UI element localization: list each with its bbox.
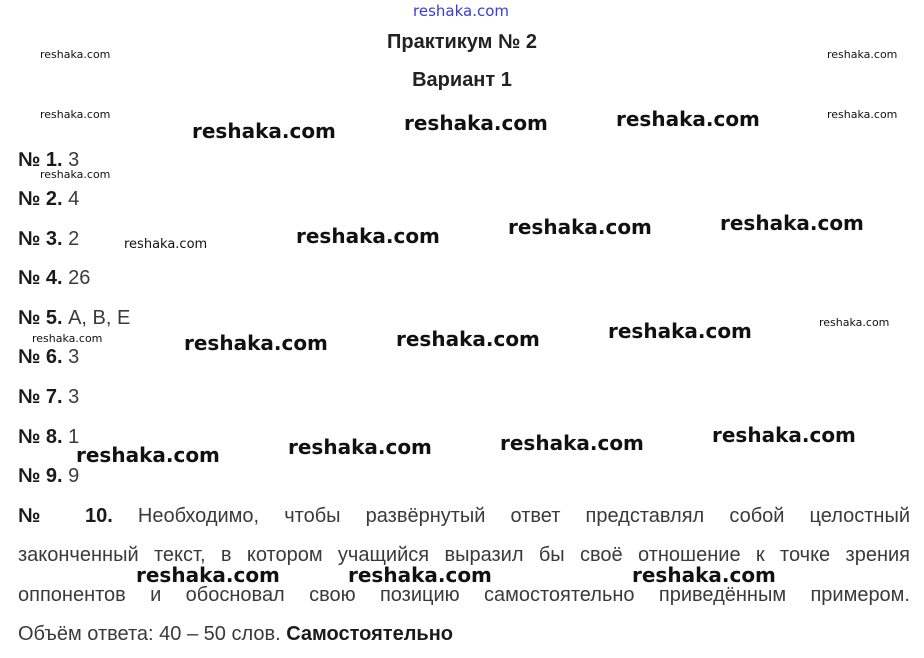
- answer-label: № 3.: [18, 228, 63, 250]
- watermark: reshaka.com: [712, 423, 856, 447]
- watermark: reshaka.com: [632, 563, 776, 587]
- answer-label: № 9.: [18, 465, 63, 487]
- answer-value: 9: [68, 465, 80, 487]
- answer-6: [18, 346, 79, 369]
- volume-text: Объём ответа: 40 – 50 слов.: [18, 623, 281, 645]
- watermark: reshaka.com: [720, 211, 864, 235]
- answer-label: № 5.: [18, 307, 63, 329]
- task10-line-2: законченный текст, в котором учащийся выразил бы своё отношение к точке зрения: [18, 544, 910, 566]
- watermark: reshaka.com: [40, 168, 111, 181]
- volume-bold: Самостоятельно: [286, 623, 453, 645]
- watermark: reshaka.com: [608, 319, 752, 343]
- answer-label: № 6.: [18, 346, 63, 368]
- answer-label: № 7.: [18, 386, 63, 408]
- answer-value: 3: [68, 346, 80, 368]
- watermark: reshaka.com: [76, 443, 220, 467]
- variant-title: Вариант 1: [412, 69, 512, 91]
- task10-line-1: [18, 505, 910, 528]
- answer-8: [18, 426, 79, 449]
- answer-value: 26: [68, 267, 91, 289]
- watermark: reshaka.com: [40, 48, 111, 61]
- watermark: reshaka.com: [296, 224, 440, 248]
- watermark: reshaka.com: [404, 111, 548, 135]
- watermark: reshaka.com: [348, 563, 492, 587]
- watermark: reshaka.com: [32, 332, 103, 345]
- answer-label: № 1.: [18, 149, 63, 171]
- watermark: reshaka.com: [124, 237, 208, 252]
- answer-value: 4: [68, 188, 80, 210]
- answer-label: № 4.: [18, 267, 63, 289]
- answer-label: № 2.: [18, 188, 63, 210]
- watermark: reshaka.com: [136, 563, 280, 587]
- watermark: reshaka.com: [827, 48, 898, 61]
- watermark: reshaka.com: [184, 331, 328, 355]
- site-link[interactable]: reshaka.com: [413, 2, 509, 20]
- answer-value: 3: [68, 386, 80, 408]
- watermark: reshaka.com: [616, 107, 760, 131]
- task10-line-3: оппонентов и обосновал свою позицию самостоятельно приведённым примером.: [18, 584, 910, 606]
- task10-text: Необходимо, чтобы развёрнутый ответ представлял собой целостный: [137, 505, 911, 527]
- answer-value: 1: [68, 426, 80, 448]
- watermark: reshaka.com: [819, 316, 890, 329]
- watermark: reshaka.com: [40, 108, 111, 121]
- answer-4: [18, 267, 90, 290]
- task10-label: № 10.: [18, 505, 113, 527]
- answer-5: [18, 307, 130, 330]
- answer-value: 3: [68, 149, 80, 171]
- answer-9: [18, 465, 79, 488]
- watermark: reshaka.com: [827, 108, 898, 121]
- watermark: reshaka.com: [500, 431, 644, 455]
- watermark: reshaka.com: [396, 327, 540, 351]
- answer-3: [18, 228, 79, 251]
- answer-2: [18, 188, 79, 211]
- watermark: reshaka.com: [288, 435, 432, 459]
- answer-value: 2: [68, 228, 80, 250]
- task10-volume: [18, 623, 453, 646]
- answer-7: [18, 386, 79, 409]
- watermark: reshaka.com: [192, 119, 336, 143]
- answer-label: № 8.: [18, 426, 63, 448]
- page-title: Практикум № 2: [386, 31, 537, 53]
- watermark: reshaka.com: [508, 215, 652, 239]
- answer-value: А, В, Е: [68, 307, 131, 329]
